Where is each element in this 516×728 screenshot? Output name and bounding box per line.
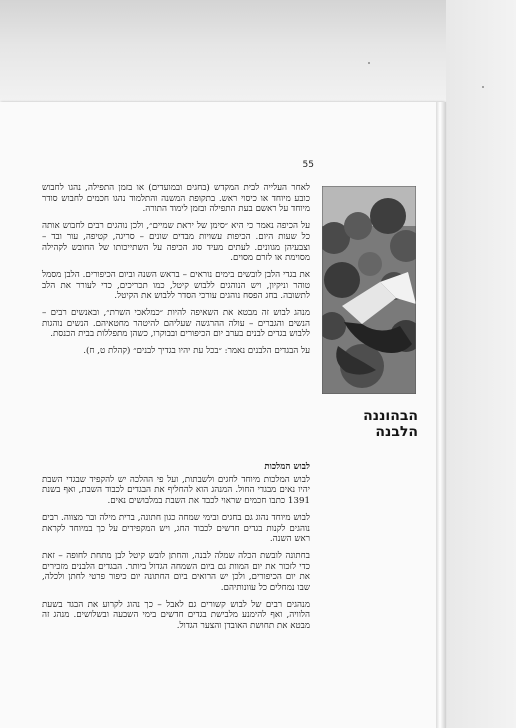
scan-background-top [0, 0, 516, 102]
dust-speck [368, 62, 370, 64]
paragraph: לבוש מיוחד נהוג גם בחגים ובימי שמחה כגון חתונה, ברית מילה ובר מצווה. רבים נוהגים לקנות בגדים חדשים לכבוד החג, ויש המקפידים על כך במיוחד לקראת ראש השנה. [42, 512, 310, 545]
photo-figure [322, 186, 416, 394]
dust-speck [482, 86, 484, 88]
paragraph: את בגדי הלבן לובשים בימים נוראים – בראש השנה וביום הכיפורים. הלבן מסמל טוהר וניקיון, ויש הנוהגים ללבוש קיטל, כמו תכריכים, כדי לעורר את הלב לתשובה. בחג הפסח נוהגים עורכי הסדר ללבוש את הקיטל. [42, 269, 310, 302]
photo-caption: הבהוננה הלבנה [363, 408, 418, 440]
photo-image [322, 186, 416, 394]
page-number: 55 [302, 160, 314, 170]
paragraph: לאחר העלייה לבית המקדש (בחגים ובמועדים) או בזמן התפילה, נהגו לחבוש כובע מיוחד או כיסוי ראש. בתקופת המשנה והתלמוד נהגו חכמים לחבוש סודר מיוחד על ראשם בעת התפילה ובזמן לימוד התורה. [42, 183, 310, 215]
paragraph: על הבגדים הלבנים נאמר: ״בכל עת יהיו בגדיך לבנים״ (קהלת ט, ח). [83, 346, 310, 357]
paragraph: בחתונה לובשת הכלה שמלה לבנה, והחתן לובש קיטל לבן מתחת לחופה – זאת כדי לזכור את יום המוות גם ביום השמחה הגדול ביותר. הבגדים הלבנים מזכירים את יום הכיפורים, ולכן יש הרואים ביום החתונה יום כיפור פרטי לחתן ולכלה, שבו נמחלים כל עוונותיהם. [42, 550, 310, 594]
section-subheading: לבוש המלכות [264, 462, 310, 472]
text-column-top [42, 183, 310, 363]
scan-background-right [446, 0, 516, 728]
paragraph: מנהג לבוש זה מבטא את השאיפה להיות ״כמלאכי השרת״, ובאנשים רבים – הנשים והגברים – עולה ההרגשה שעליהם להיטהר מחטאיהם. הנשים נוהגות ללבוש בגדים לבנים בערב יום הכיפורים ובבוקרו, כשהן מתפללות בבית הכנסת. [42, 308, 310, 340]
paragraph: מנהגים רבים של לבוש קשורים גם לאבל – כך נהוג לקרוע את הבגד בשעת הלוויה, ואף להימנע מלבישת בגדים חדשים בימי השבעה ובשלושים. מנהג זה מבטא את תחושת האובדן והצער הגדול. [42, 599, 310, 632]
paragraph: לבוש המלכות מיוחד לחגים ולשבתות, ועל פי ההלכה יש להקפיד שבגדי השבת יהיו נאים מבגדי החול. המנהג הוא להחליף את הבגדים לכבוד השבת, ואף בשנת 1391 כתבו חכמים שראוי לכבד את השבת במלבושים נאים. [42, 474, 310, 507]
page-edge [436, 102, 446, 728]
text-column-bottom [42, 462, 310, 638]
paragraph: על הכיפה נאמר כי היא ״סימן של יראת שמיים״, ולכן נוהגים רבים לחבוש אותה כל שעות היום. הכיפות עשויות מבדים שונים – סריגה, קטיפה, עור ובד – וצבעיהן מגוונים. לעתים מעיד סוג הכיפה על השתייכותו של החובש לקהילה מסוימת או לזרם מסוים. [42, 221, 310, 264]
